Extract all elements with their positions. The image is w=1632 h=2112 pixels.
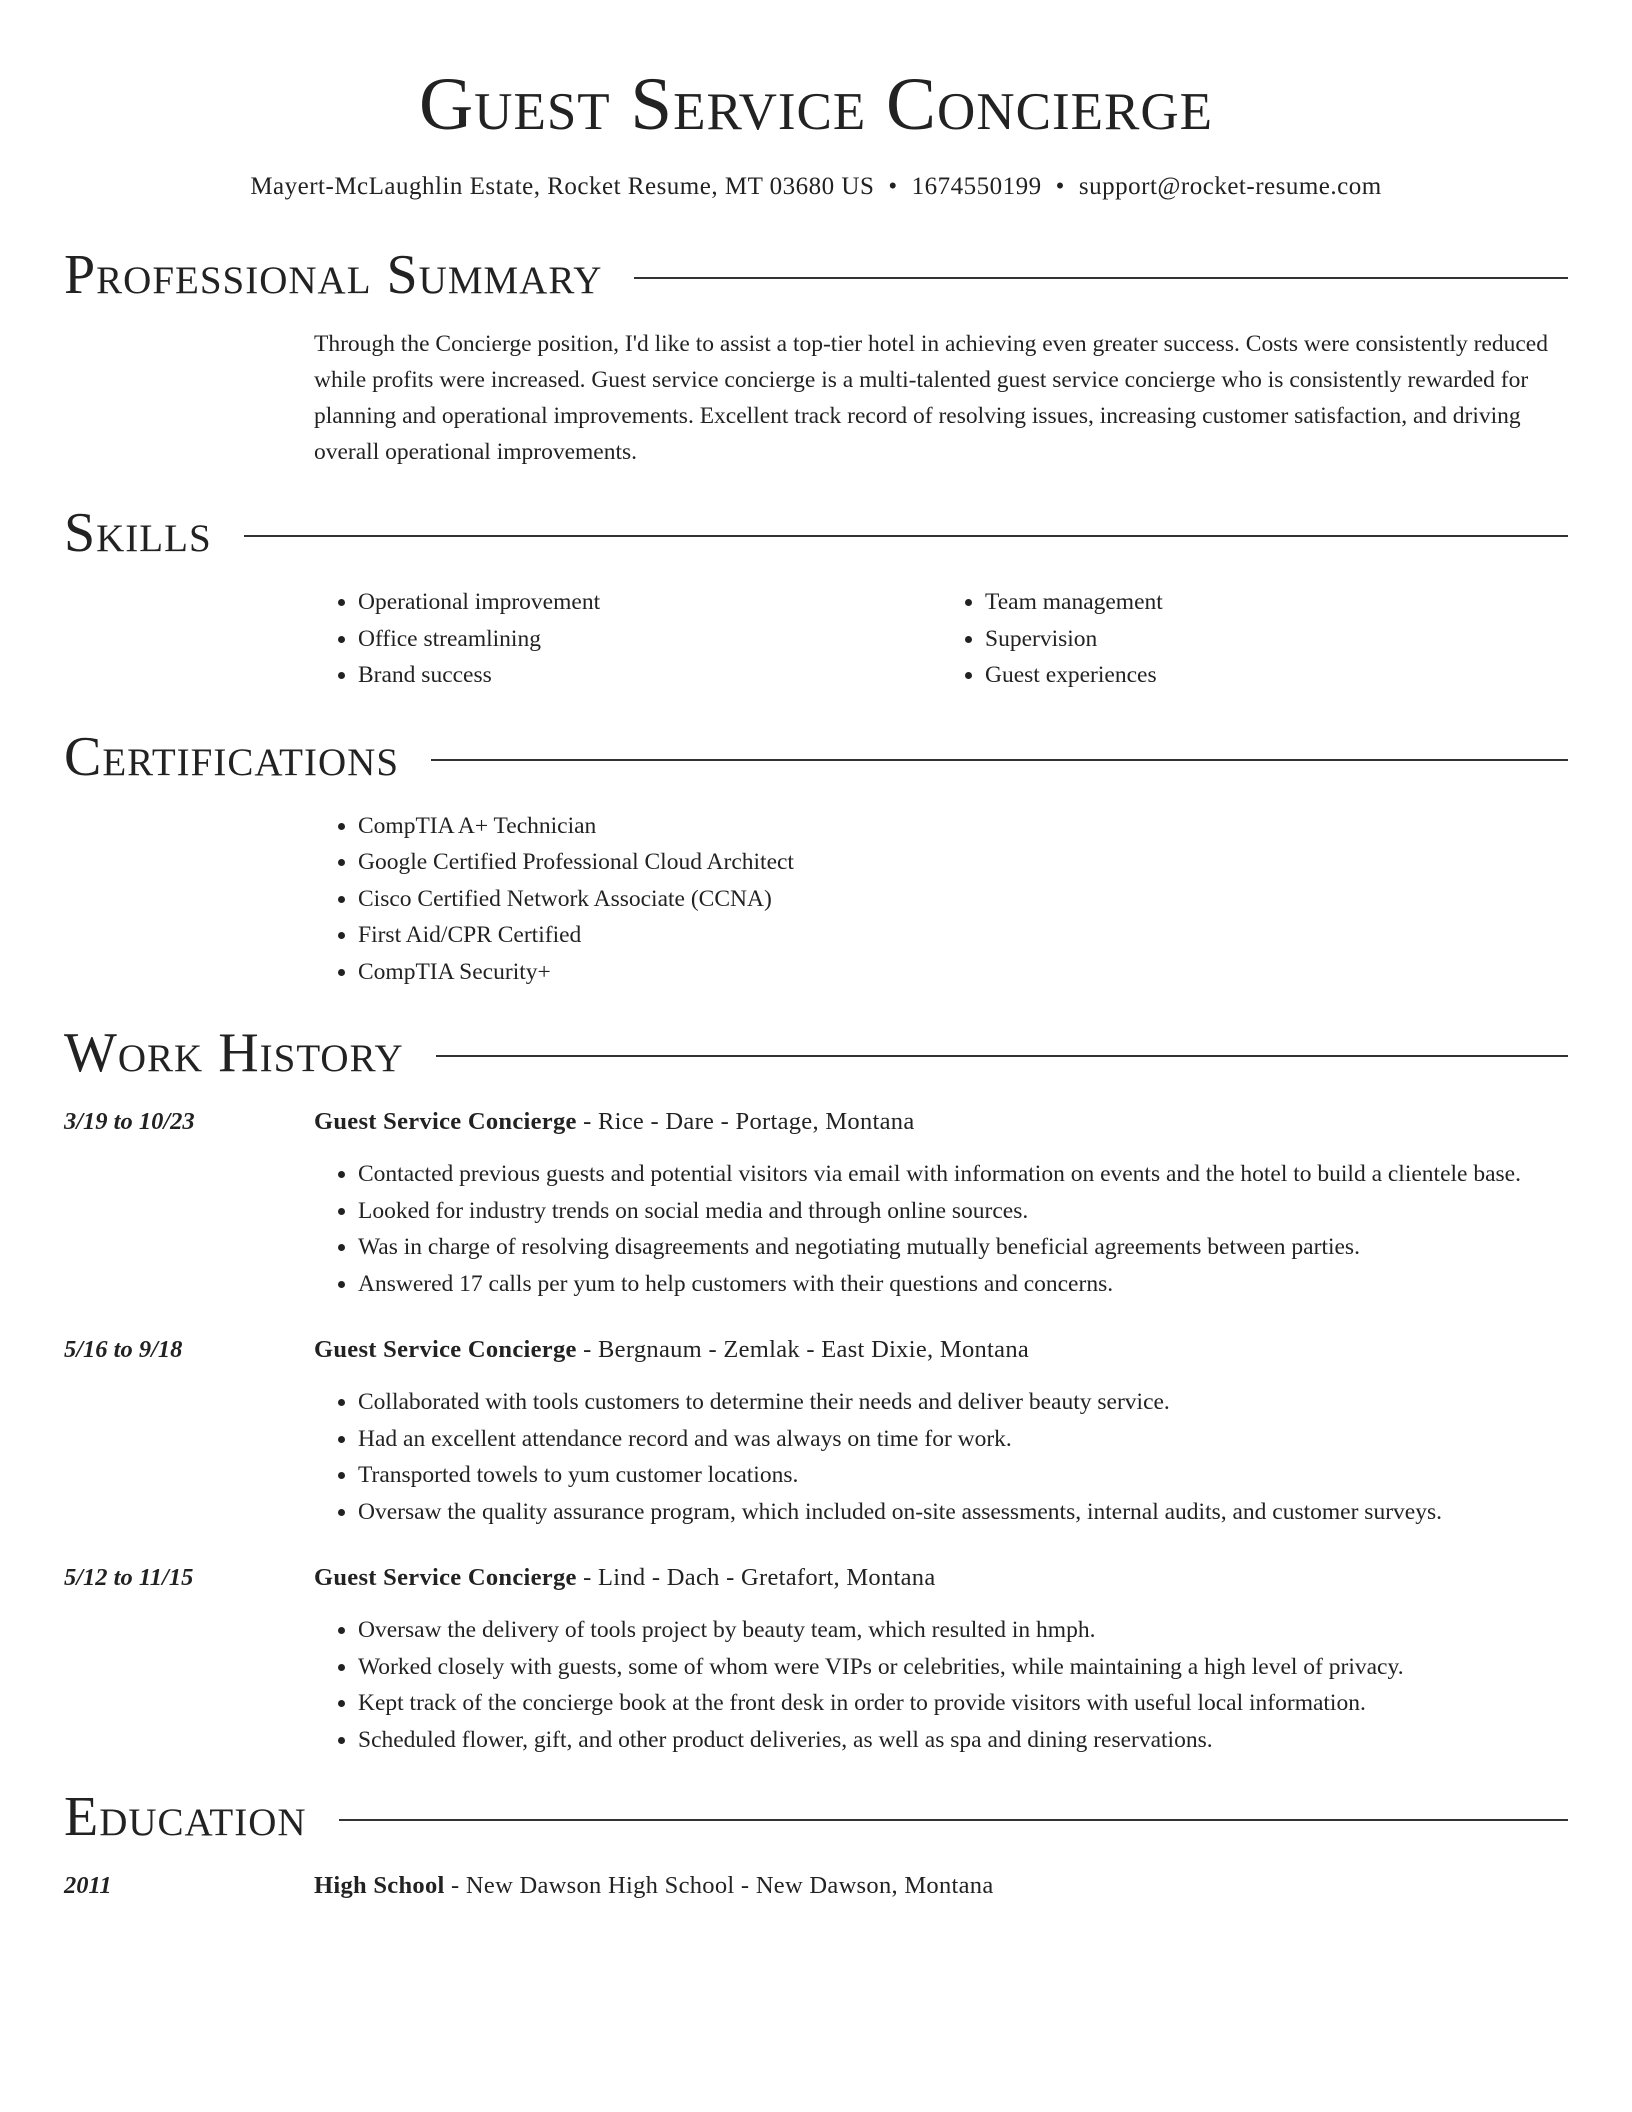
certification-item: • Google Certified Professional Cloud Architect bbox=[358, 844, 1568, 881]
education-title: Education bbox=[64, 1786, 307, 1848]
certification-item: • CompTIA Security+ bbox=[358, 954, 1568, 991]
job-details bbox=[314, 1104, 1568, 1302]
work-history-section bbox=[64, 1020, 1568, 1758]
education-school: - New Dawson High School - New Dawson, Montana bbox=[444, 1872, 994, 1899]
job-duty: • Collaborated with tools customers to determine their needs and deliver beauty service. bbox=[358, 1384, 1568, 1421]
job-employer: - Lind - Dach - Gretafort, Montana bbox=[576, 1564, 936, 1591]
education-degree: High School bbox=[314, 1872, 445, 1899]
certifications-title: Certifications bbox=[64, 725, 400, 788]
skills-list-right bbox=[941, 584, 1568, 694]
job-duty: • Scheduled flower, gift, and other product deliveries, as well as spa and dining reservations. bbox=[358, 1722, 1568, 1759]
certifications-body bbox=[314, 808, 1568, 991]
job-duty: • Answered 17 calls per yum to help customers with their questions and concerns. bbox=[358, 1266, 1568, 1303]
section-heading bbox=[64, 500, 1568, 566]
job-entry bbox=[64, 1560, 1568, 1758]
job-duty: • Contacted previous guests and potential visitors via email with information on events and the hotel to build a clientele base. bbox=[358, 1156, 1568, 1193]
job-duty: • Worked closely with guests, some of whom were VIPs or celebrities, while maintaining a high level of privacy. bbox=[358, 1649, 1568, 1686]
job-role: Guest Service Concierge bbox=[314, 1336, 577, 1363]
job-entry bbox=[64, 1104, 1568, 1302]
job-duty: • Had an excellent attendance record and was always on time for work. bbox=[358, 1421, 1568, 1458]
section-divider bbox=[339, 1819, 1568, 1821]
education-title-line bbox=[314, 1868, 1568, 1904]
contact-phone: 1674550199 bbox=[911, 173, 1042, 200]
summary-title: Professional Summary bbox=[64, 244, 603, 306]
job-employer: - Bergnaum - Zemlak - East Dixie, Montana bbox=[576, 1336, 1030, 1363]
certifications-list bbox=[314, 808, 1568, 991]
job-duties bbox=[314, 1156, 1568, 1302]
section-heading bbox=[64, 1784, 1568, 1850]
job-duty: • Kept track of the concierge book at the front desk in order to provide visitors with useful local information. bbox=[358, 1685, 1568, 1722]
skills-title: Skills bbox=[64, 502, 212, 564]
job-details bbox=[314, 1332, 1568, 1530]
job-role: Guest Service Concierge bbox=[314, 1108, 577, 1135]
section-divider bbox=[431, 759, 1568, 761]
section-heading bbox=[64, 242, 1568, 308]
contact-address: Mayert-McLaughlin Estate, Rocket Resume, MT 03680 US bbox=[250, 173, 875, 200]
skills-section bbox=[64, 500, 1568, 694]
work-history-title: Work History bbox=[64, 1022, 404, 1084]
job-title-line bbox=[314, 1104, 1568, 1140]
job-duty: • Looked for industry trends on social media and through online sources. bbox=[358, 1193, 1568, 1230]
education-entry bbox=[64, 1868, 1568, 1904]
job-title-line bbox=[314, 1560, 1568, 1596]
summary-section bbox=[64, 242, 1568, 470]
skills-body bbox=[314, 584, 1568, 694]
job-duties bbox=[314, 1384, 1568, 1530]
work-history-body bbox=[64, 1104, 1568, 1758]
job-dates: 5/12 to 11/15 bbox=[64, 1564, 194, 1591]
summary-body bbox=[314, 326, 1568, 470]
certification-item: • Cisco Certified Network Associate (CCNA) bbox=[358, 881, 1568, 918]
job-dates: 3/19 to 10/23 bbox=[64, 1108, 195, 1135]
skill-item: • Brand success bbox=[358, 657, 941, 694]
skill-item: • Operational improvement bbox=[358, 584, 941, 621]
contact-email: support@rocket-resume.com bbox=[1078, 173, 1382, 200]
skill-item: • Team management bbox=[985, 584, 1568, 621]
candidate-name: Guest Service Concierge bbox=[419, 63, 1213, 146]
job-entry bbox=[64, 1332, 1568, 1530]
section-divider bbox=[244, 535, 1568, 537]
contact-separator: • bbox=[888, 173, 898, 200]
section-heading bbox=[64, 1020, 1568, 1086]
job-dates: 5/16 to 9/18 bbox=[64, 1336, 183, 1363]
education-year: 2011 bbox=[64, 1872, 112, 1899]
resume-header bbox=[64, 0, 1568, 204]
certification-item: • First Aid/CPR Certified bbox=[358, 917, 1568, 954]
summary-text: Through the Concierge position, I'd like to assist a top-tier hotel in achieving even greater success. Costs were consistently reduced while profits were increased. Guest service concierge is a multi-talented guest service concierge who is consistently rewarded for planning and operational improvements. Excellent track record of resolving issues, increasing customer satisfaction, and driving overall operational improvements. bbox=[314, 331, 1548, 465]
job-role: Guest Service Concierge bbox=[314, 1564, 577, 1591]
skill-item: • Supervision bbox=[985, 621, 1568, 658]
job-details bbox=[314, 1560, 1568, 1758]
certification-item: • CompTIA A+ Technician bbox=[358, 808, 1568, 845]
skill-item: • Guest experiences bbox=[985, 657, 1568, 694]
section-divider bbox=[436, 1055, 1568, 1057]
education-section bbox=[64, 1784, 1568, 1904]
job-duty: • Oversaw the delivery of tools project by beauty team, which resulted in hmph. bbox=[358, 1612, 1568, 1649]
job-duty: • Oversaw the quality assurance program, which included on-site assessments, internal audits, and customer surveys. bbox=[358, 1494, 1568, 1531]
job-duties bbox=[314, 1612, 1568, 1758]
job-duty: • Transported towels to yum customer locations. bbox=[358, 1457, 1568, 1494]
skills-list-left bbox=[314, 584, 941, 694]
skill-item: • Office streamlining bbox=[358, 621, 941, 658]
section-divider bbox=[634, 277, 1568, 279]
certifications-section bbox=[64, 724, 1568, 991]
contact-line bbox=[64, 170, 1568, 204]
job-employer: - Rice - Dare - Portage, Montana bbox=[576, 1108, 915, 1135]
contact-separator: • bbox=[1055, 173, 1065, 200]
education-body bbox=[64, 1868, 1568, 1904]
education-details bbox=[314, 1868, 1568, 1904]
job-duty: • Was in charge of resolving disagreements and negotiating mutually beneficial agreements between parties. bbox=[358, 1229, 1568, 1266]
section-heading bbox=[64, 724, 1568, 790]
job-title-line bbox=[314, 1332, 1568, 1368]
